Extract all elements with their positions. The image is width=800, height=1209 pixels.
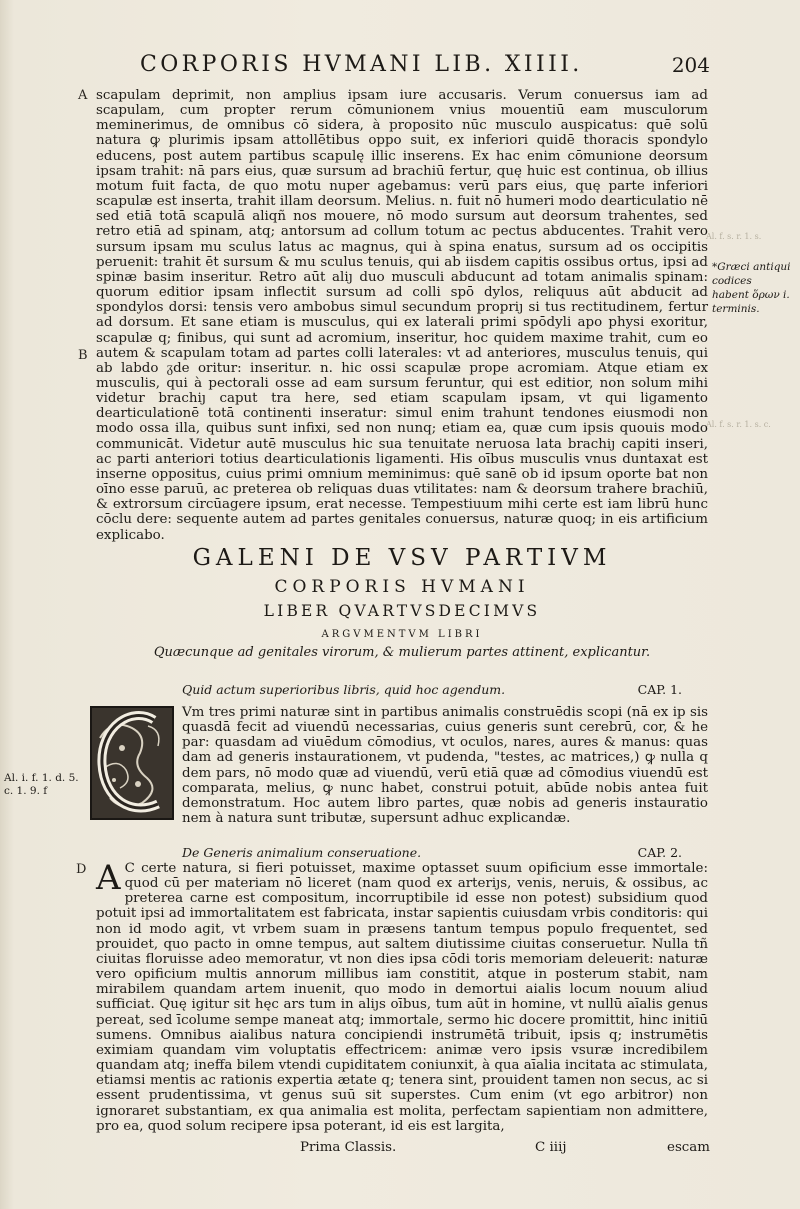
chapter-2-heading [182, 845, 682, 861]
chapter-1-title: Quid actum superioribus libris, quid hoc agendum. [182, 682, 506, 697]
page-header [140, 52, 710, 82]
initial-letter-a: A [96, 858, 121, 898]
ornament-initial-c-icon [92, 708, 172, 818]
signature-left: Prima Classis. [300, 1140, 397, 1155]
side-note-greek: *Græci antiqui codices habent ὅρων i. terminis. [712, 261, 791, 315]
chapter-2-title: De Generis animalium conseruatione. [182, 845, 422, 860]
book-title-line-1: GALENI DE VSV PARTIVM [192, 545, 612, 571]
chapter-1-text [182, 705, 708, 826]
chapter-2-text [96, 858, 709, 1134]
running-title: CORPORIS HVMANI LIB. XIIII. [140, 52, 583, 77]
book-title-line-2: CORPORIS HVMANI [274, 577, 530, 597]
signature-mark: C iiij [535, 1140, 567, 1155]
book-title-block [96, 545, 708, 660]
chapter-2-number: CAP. 2. [637, 845, 682, 860]
page-footer [290, 1140, 710, 1160]
faint-margin-note: Al. f. s. r. 1. s. [706, 232, 762, 241]
faint-margin-note: Al. f. s. r. 1. s. c. [706, 420, 771, 429]
main-text-block [96, 88, 708, 543]
chapter-1-number: CAP. 1. [637, 682, 682, 697]
margin-letter-b: B [78, 348, 88, 363]
paragraph-chapter-1: Vm tres primi naturæ sint in partibus animalis construēdis scopi (nā ex ip sis quasdā fecit ad viuendū necessarias, cuius generis sunt cerebrū, cor, & he par: quasdam ad viuēdum cōmodius, vt oculos, nares, aures & manus: quas dam ad generis instaurationem, vt pudenda, "testes, ac matrices,) ꝙ nulla q dem pars, nō modo quæ ad viuendū, verū etiā quæ ad cōmodius viuendū est comparata, melius, ꝙ nunc habet, construi potuit, abūde nobis antea fuit demonstratum. Hoc autem libro partes, quæ nobis ad generis instauratio nem à natura sunt tributæ, supersunt adhuc explicandæ. [182, 705, 708, 827]
paragraph-scapula: scapulam deprimit, non amplius ipsam iure accusaris. Verum conuersus iam ad scapulam, cum propter rerum cōmunionem vnius mouentiū eam musculorum meminerimus, de omnibus cō sidera, à proposito nūc musculo auspicatus: quē solū natura ꝙ plurimis ipsam attollētibus oppo suit, ex inferiori quidē thoracis spondylo educens, post autem partibus scapulę illic inserens. Ex hac enim cōmunione deorsum ipsam trahit: nā pars eius, quæ sursum ad brachiū fertur, quę huic est continua, ob illius motum fuit facta, de quo motu nuper agebamus: verū pars eius, quę parte inferiori scapulæ est inserta, trahit illam deorsum. Melius. n. fuit nō humeri modo dearticulatio nē sed etiā totā scapulā aliqñ nos mouere, nō modo sursum aut deorsum trahentes, sed retro etiā ad spinam, atq; antorsum ad collum totum ac pectus abducentes. Trahit vero sursum ipsam mu sculus latus ac magnus, qui à spina enatus, sursum ad os occipitis peruenit: trahit ēt sursum & mu sculus tenuis, qui ab iisdem capitis ossibus ortus, ipsi ad spinæ basim inseritur. Retro aūt aliȷ duo musculi abducunt ad totam animalis spinam: quorum editior ipsam inflectit sursum ad colli spō dylos, reliquus aūt abducit ad spondylos dorsi: tensis vero ambobus simul secundum propriȷ si tus rectitudinem, fertur ad dorsum. Et sane etiam is musculus, qui ex laterali primi spōdyli apo physi exoritur, scapulæ q; finibus, qui sunt ad acromium, inseritur, hoc quidem maxime trahit, cum eo autem & scapulam totam ad partes colli laterales: vt ad anteriores, musculus tenuis, qui ab labdo ᵹde oritur: inseritur. n. hic ossi scapulæ prope acromiam. Atque etiam ex musculis, qui à pectorali osse ad eam sursum feruntur, qui est editior, non solum mihi videtur brachiȷ caput tra here, sed etiam scapulam ipsam, vt qui ligamento dearticulationē totā continenti inseratur: simul enim trahunt tendones eiusmodi non modo ossa illa, quibus sunt infixi, sed non nunq; etiam ea, quæ cum ipsis quouis modo communicāt. Videtur autē musculus hic sua tenuitate neruosa lata brachiȷ capiti inseri, ac parti anteriori totius dearticulationis ligamenti. His oībus musculis vnus duntaxat est inserne oppositus, cuius primi omnium meminimus: quē sanē ob id ipsum oporte bat non oīno esse paruū, ac preterea ob reliquas duas vtilitates: nam & deorsum trahere brachiū, & extrorsum circūagere ipsum, erat necesse. Tempestiuum mihi certe est iam librū hunc cōclu dere: sequente autem ad partes genitales conuersus, naturæ quoq; in eis artificium explicabo. [96, 88, 708, 543]
paragraph-chapter-2: C certe natura, si fieri potuisset, maxime optasset suum opificium esse immortale: quod cū per materiam nō liceret (nam quod ex arteriȷs, venis, neruis, & ossibus, ac preterea carne est compositum, incorruptibile id esse non potest) subsidium quod potuit ipsi ad immortalitatem est fabricata, instar sapientis cuiusdam vrbis conditoris: qui non id modo agit, vt vrbem suam in præsens tantum tempus populo frequentet, sed prouidet, quo pacto in omne tempus, aut saltem diutissime ciuitas conseruetur. Nulla tñ ciuitas floruisse adeo memoratur, vt non dies ipsa cōdi toris memoriam deleuerit: naturæ vero opificium multis annorum millibus iam constitit, atque in posterum stabit, nam mirabilem quandam artem inuenit, quo modo in demortui aialis locum nouum aliud sufficiat. Quę igitur sit hęc ars tum in aliȷs oībus, tum aūt in homine, vt nullū aīalis genus pereat, sed īcolume sempe maneat atq; immortale, sermo hic docere promittit, hinc initiū sumens. Omnibus aialibus natura concipiendi instrumētā tribuit, ipsis q; instrumētis eximiam quandam vim voluptatis effectricem: animæ vero ipsis vsuræ incredibilem quandam atq; ineffa bilem vtendi cupiditatem coniunxit, à qua aīalia incitata ac stimulata, etiamsi mentis ac rationis expertia ætate q; tenera sint, prouident tamen non secus, ac si essent prudentissima, vt genus suū sit superstes. Cum enim (vt ego arbitror) non ignoraret substantiam, ex qua animalia est molita, perfectam sapientiam non admittere, pro ea, quod solum recipere ipsa poterant, id eis est largita, [96, 861, 709, 1134]
book-title-line-3: LIBER QVARTVSDECIMVS [263, 602, 541, 620]
margin-letter-d: D [76, 862, 87, 877]
catchword: escam [667, 1140, 710, 1155]
argument-heading: ARGVMENTVM LIBRI [321, 629, 483, 640]
margin-letter-a: A [78, 88, 88, 103]
chapter-1-heading [182, 682, 682, 698]
argument-text: Quæcunque ad genitales virorum, & mulierum partes attinent, explicantur. [153, 645, 651, 660]
page-number: 204 [671, 53, 710, 77]
side-note-reference: Al. i. f. 1. d. 5. c. 1. 9. f [4, 772, 79, 797]
decorated-initial-c [90, 706, 174, 820]
